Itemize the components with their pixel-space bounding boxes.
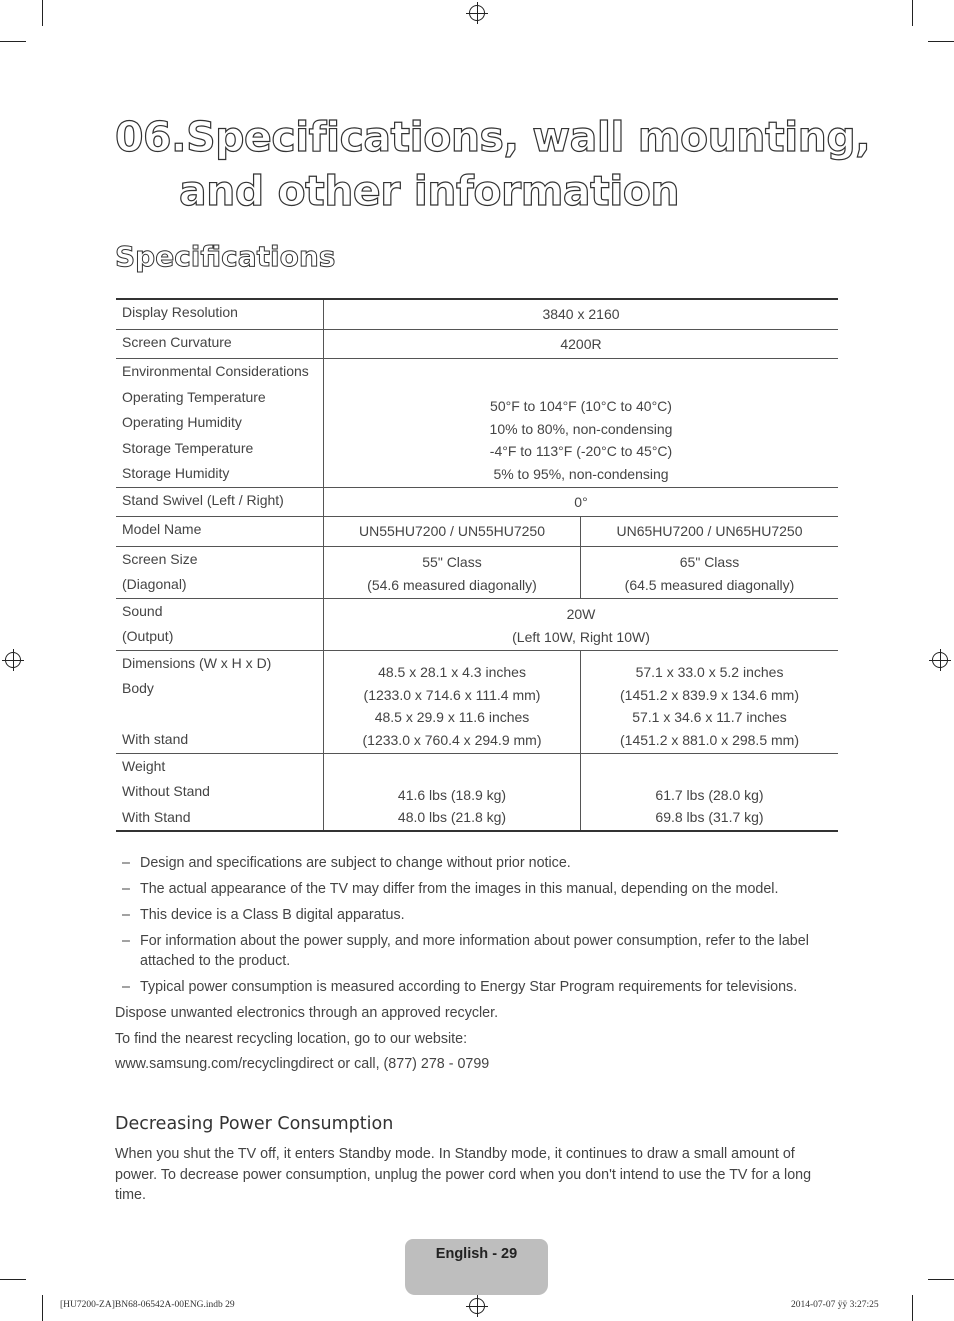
crop-mark <box>42 1295 43 1321</box>
spec-label: Operating Temperature <box>122 388 266 405</box>
spec-value-cell <box>581 753 839 831</box>
crop-mark <box>912 0 913 26</box>
chapter-title-line1: 06.Specifications, wall mounting, <box>115 113 871 161</box>
spec-row <box>116 329 838 359</box>
spec-label: Without Stand <box>122 783 210 799</box>
crop-mark <box>0 1279 26 1280</box>
spec-value: 57.1 x 34.6 x 11.7 inches <box>632 709 787 726</box>
note-dash: – <box>122 881 130 897</box>
spec-value: (64.5 measured diagonally) <box>624 576 795 593</box>
print-slug-right: 2014-07-07 ÿÿ 3:27:25 <box>791 1300 879 1310</box>
registration-mark-icon <box>5 652 21 668</box>
spec-value: 48.0 lbs (21.8 kg) <box>397 809 507 826</box>
spec-row <box>116 359 838 488</box>
note-dash: – <box>122 979 130 995</box>
spec-label: Display Resolution <box>122 304 238 320</box>
spec-value: (1451.2 x 881.0 x 298.5 mm) <box>620 731 799 748</box>
spec-value: UN65HU7200 / UN65HU7250 <box>616 523 803 539</box>
spec-label: Screen Curvature <box>122 333 232 350</box>
spec-value: 48.5 x 29.9 x 11.6 inches <box>374 709 530 726</box>
spec-value: 3840 x 2160 <box>542 306 620 322</box>
spec-label: Storage Humidity <box>122 465 230 481</box>
spec-value: (1233.0 x 760.4 x 294.9 mm) <box>362 731 542 748</box>
spec-value: 5% to 95%, non-condensing <box>493 465 669 482</box>
power-paragraph: When you shut the TV off, it enters Standby mode. In Standby mode, it continues to draw a small amount of power. To decrease power consumption, unplug the power cord when you don't intend to use the TV for a long time. <box>115 1146 812 1203</box>
spec-value: UN55HU7200 / UN55HU7250 <box>359 523 545 539</box>
spec-value-cell <box>324 487 839 517</box>
spec-value: 20W <box>566 606 596 623</box>
spec-value: (Left 10W, Right 10W) <box>512 628 650 645</box>
note-dash: – <box>122 933 130 949</box>
registration-mark-icon <box>932 652 948 668</box>
recycling-line: www.samsung.com/recyclingdirect or call, (877) 278 - 0799 <box>115 1056 490 1072</box>
spec-value: (54.6 measured diagonally) <box>367 576 537 593</box>
note-dash: – <box>122 855 130 871</box>
spec-label-cell <box>116 753 324 831</box>
page-number: English - 29 <box>435 1246 518 1262</box>
spec-label: (Output) <box>122 628 174 644</box>
spec-value: 55" Class <box>422 554 482 571</box>
spec-value: -4°F to 113°F (-20°C to 45°C) <box>489 443 673 460</box>
crop-mark <box>912 1295 913 1321</box>
print-slug-left: [HU7200-ZA]BN68-06542A-00ENG.indb 29 <box>60 1300 235 1310</box>
spec-label: Operating Humidity <box>122 414 242 430</box>
spec-label: With stand <box>122 731 189 747</box>
registration-mark-icon <box>469 5 485 21</box>
spec-value: 48.5 x 28.1 x 4.3 inches <box>378 664 526 681</box>
spec-label-cell <box>116 517 324 547</box>
spec-value: 61.7 lbs (28.0 kg) <box>655 786 764 803</box>
spec-label: Environmental Considerations <box>122 363 309 379</box>
spec-row <box>116 517 838 547</box>
note-item <box>115 905 830 925</box>
spec-row <box>116 546 838 598</box>
spec-label: Sound <box>122 602 163 619</box>
spec-value: 4200R <box>560 335 602 352</box>
recycling-line: To find the nearest recycling location, go to our website: <box>115 1030 468 1047</box>
spec-value-cell <box>581 517 839 547</box>
note-text: Typical power consumption is measured according to Energy Star Program requirements for televisions. <box>140 979 798 995</box>
spec-value-cell <box>581 546 839 598</box>
spec-value-cell <box>324 753 581 831</box>
spec-value: 69.8 lbs (31.7 kg) <box>655 809 764 826</box>
note-text: For information about the power supply, and more information about power consumption, refer to the label attached to the product. <box>140 933 809 969</box>
spec-label: With Stand <box>122 808 191 825</box>
chapter-title-line2: and other information <box>179 167 680 215</box>
spec-label-cell <box>116 487 324 517</box>
spec-row <box>116 598 838 650</box>
chapter-title <box>115 110 875 218</box>
spec-label-cell <box>116 299 324 329</box>
note-dash: – <box>122 907 130 923</box>
power-heading: Decreasing Power Consumption <box>115 1114 394 1134</box>
specifications-table <box>116 298 838 832</box>
spec-value: 57.1 x 33.0 x 5.2 inches <box>635 664 784 681</box>
spec-value: 65" Class <box>679 554 740 571</box>
spec-value: (1233.0 x 714.6 x 111.4 mm) <box>363 686 541 703</box>
spec-label-cell <box>116 359 324 488</box>
crop-mark <box>928 41 954 42</box>
note-item <box>115 879 830 899</box>
spec-label: Screen Size <box>122 550 198 567</box>
spec-row <box>116 753 838 831</box>
spec-value: (1451.2 x 839.9 x 134.6 mm) <box>620 686 799 703</box>
spec-value-cell <box>581 650 839 753</box>
spec-label: Body <box>122 680 154 696</box>
spec-value-cell <box>324 546 581 598</box>
note-text: This device is a Class B digital apparatus. <box>140 907 405 923</box>
note-text: The actual appearance of the TV may differ from the images in this manual, depending on the model. <box>140 881 779 897</box>
note-item <box>115 977 830 997</box>
notes-section <box>115 853 830 1080</box>
spec-value-cell <box>324 329 839 359</box>
spec-row <box>116 299 838 329</box>
spec-value-cell <box>324 598 839 650</box>
recycling-line: Dispose unwanted electronics through an approved recycler. <box>115 1005 499 1021</box>
spec-label-cell <box>116 329 324 359</box>
spec-label: Weight <box>122 757 166 774</box>
section-title: Specifications <box>115 240 336 273</box>
crop-mark <box>928 1279 954 1280</box>
note-text: Design and specifications are subject to change without prior notice. <box>140 855 571 871</box>
crop-mark <box>42 0 43 26</box>
spec-row <box>116 487 838 517</box>
spec-value-cell <box>324 299 839 329</box>
registration-mark-icon <box>469 1298 485 1314</box>
crop-mark <box>0 41 26 42</box>
note-item <box>115 931 830 971</box>
spec-value: 0° <box>574 493 588 510</box>
spec-row <box>116 650 838 753</box>
spec-value-cell <box>324 359 839 488</box>
spec-value: 50°F to 104°F (10°C to 40°C) <box>490 398 672 415</box>
spec-label-cell <box>116 598 324 650</box>
spec-label-cell <box>116 546 324 598</box>
spec-value-cell <box>324 517 581 547</box>
spec-label: Model Name <box>122 521 202 537</box>
spec-label-cell <box>116 650 324 753</box>
spec-label <box>122 702 323 728</box>
spec-value: 10% to 80%, non-condensing <box>489 420 673 437</box>
note-item <box>115 853 830 873</box>
spec-label: Stand Swivel (Left / Right) <box>122 491 284 508</box>
spec-label: Storage Temperature <box>122 439 254 456</box>
spec-value-cell <box>324 650 581 753</box>
spec-value: 41.6 lbs (18.9 kg) <box>397 786 507 803</box>
spec-label: Dimensions (W x H x D) <box>122 654 272 671</box>
spec-label: (Diagonal) <box>122 576 187 592</box>
